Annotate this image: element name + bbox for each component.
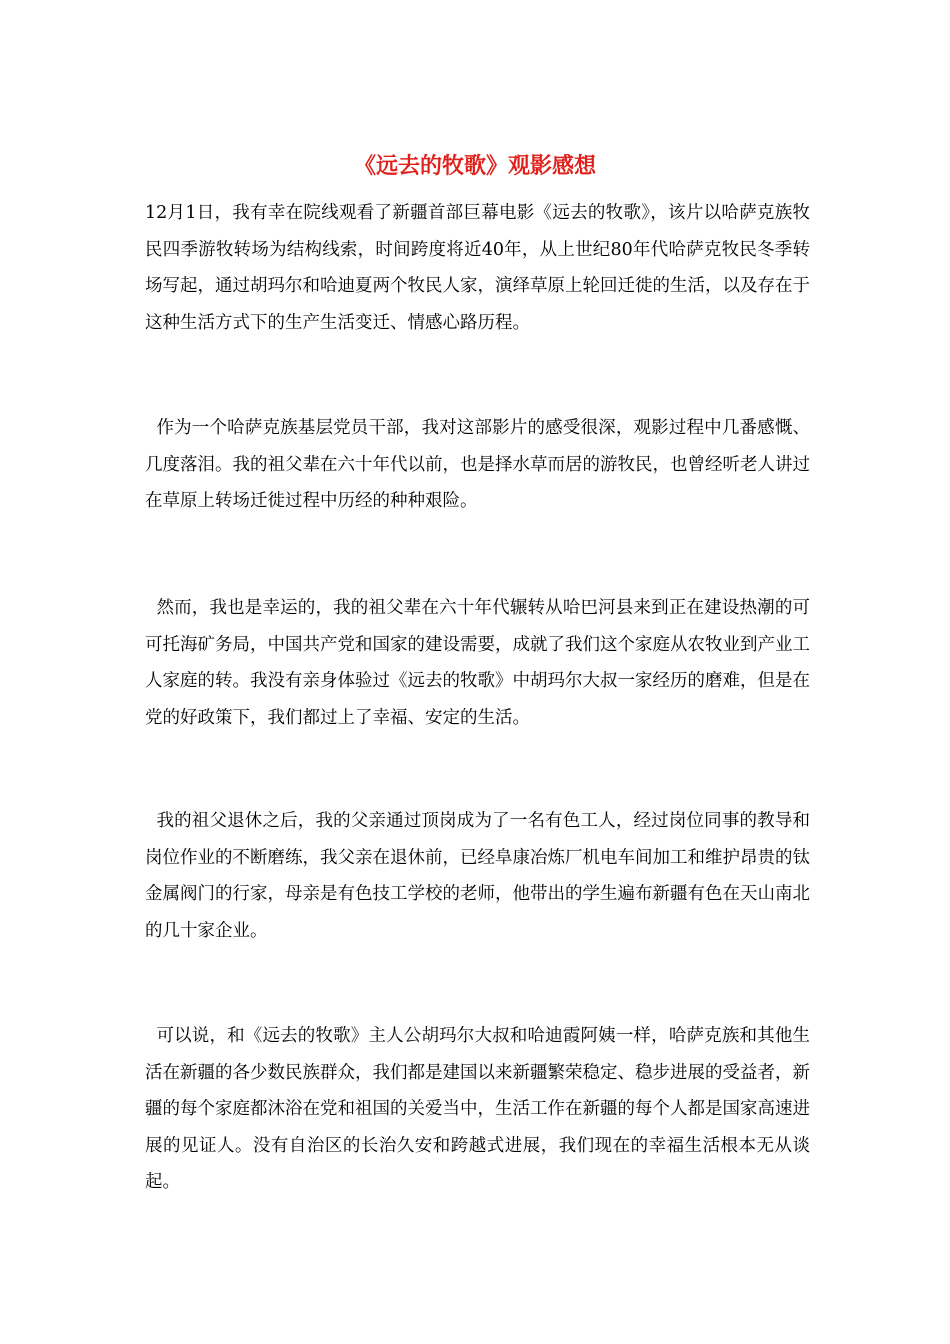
paragraph-5: 可以说，和《远去的牧歌》主人公胡玛尔大叔和哈迪霞阿姨一样，哈萨克族和其他生活在新疆的各少数民族群众，我们都是建国以来新疆繁荣稳定、稳步进展的受益者，新疆的每个家庭都沐浴在党和祖国的关爱当中，生活工作在新疆的每个人都是国家高速进展的见证人。没有自治区的长治久安和跨越式进展，我们现在的幸福生活根本无从谈起。 <box>145 1026 810 1192</box>
document-title: 《远去的牧歌》观影感想 <box>353 153 596 179</box>
paragraph-3: 然而，我也是幸运的，我的祖父辈在六十年代辗转从哈巴河县来到正在建设热潮的可可托海矿务局，中国共产党和国家的建设需要，成就了我们这个家庭从农牧业到产业工人家庭的转。我没有亲身体验过《远去的牧歌》中胡玛尔大叔一家经历的磨难，但是在党的好政策下，我们都过上了幸福、安定的生活。 <box>145 598 810 728</box>
paragraph-1: 12月1日，我有幸在院线观看了新疆首部巨幕电影《远去的牧歌》，该片以哈萨克族牧民四季游牧转场为结构线索，时间跨度将近40年，从上世纪80年代哈萨克牧民冬季转场写起，通过胡玛尔和哈迪夏两个牧民人家，演绎草原上轮回迁徙的生活，以及存在于这种生活方式下的生产生活变迁、情感心路历程。 <box>145 203 810 333</box>
paragraph-4: 我的祖父退休之后，我的父亲通过顶岗成为了一名有色工人，经过岗位同事的教导和岗位作业的不断磨练，我父亲在退休前，已经阜康冶炼厂机电车间加工和维护昂贵的钛金属阀门的行家，母亲是有色技工学校的老师，他带出的学生遍布新疆有色在天山南北的几十家企业。 <box>145 811 810 941</box>
paragraph-2: 作为一个哈萨克族基层党员干部，我对这部影片的感受很深，观影过程中几番感慨、几度落泪。我的祖父辈在六十年代以前，也是择水草而居的游牧民，也曾经听老人讲过在草原上转场迁徙过程中历经的种种艰险。 <box>145 418 810 511</box>
